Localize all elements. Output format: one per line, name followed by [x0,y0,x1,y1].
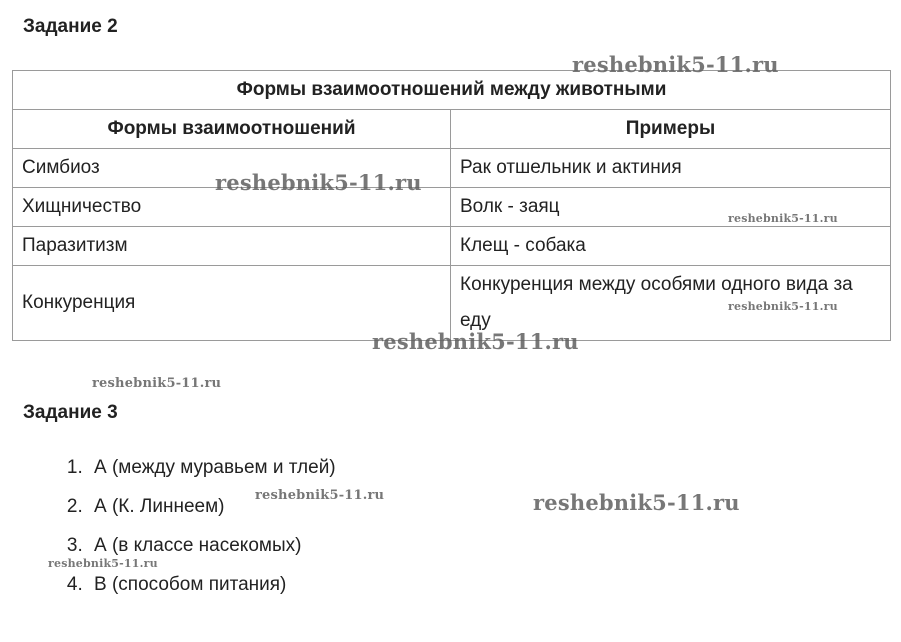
table-cell-form: Симбиоз [13,149,451,188]
table-row [13,188,891,227]
column-header-forms: Формы взаимоотношений [13,110,451,149]
relations-table [12,70,891,341]
watermark: reshebnik5-11.ru [728,212,838,225]
watermark: reshebnik5-11.ru [533,490,740,515]
answer-item: 1. А (между муравьем и тлей) [88,453,336,492]
task2-heading: Задание 2 [23,16,118,37]
table-cell-example: Рак отшельник и актиния [451,149,891,188]
watermark: reshebnik5-11.ru [728,300,838,313]
table-cell-example: Клещ - собака [451,227,891,266]
watermark: reshebnik5-11.ru [215,170,422,195]
table-title: Формы взаимоотношений между животными [13,71,891,110]
table-cell-form: Конкуренция [13,266,451,341]
column-header-examples: Примеры [451,110,891,149]
task3-heading: Задание 3 [23,402,118,423]
table-cell-example: Конкуренция между особями одного вида за еду [451,266,891,341]
answer-item: 3. А (в классе насекомых) [88,531,336,570]
answers-list [40,453,336,609]
table-cell-form: Хищничество [13,188,451,227]
watermark: reshebnik5-11.ru [572,52,779,77]
table-cell-example: Волк - заяц [451,188,891,227]
watermark: reshebnik5-11.ru [372,329,579,354]
table-row [13,266,891,341]
table-header-row [13,110,891,149]
table-title-row [13,71,891,110]
table-cell-form: Паразитизм [13,227,451,266]
answer-item: 4. В (способом питания) [88,570,336,609]
watermark: reshebnik5-11.ru [92,376,222,391]
answer-item: 2. А (К. Линнеем) [88,492,336,531]
watermark: reshebnik5-11.ru [255,488,385,503]
table-row [13,227,891,266]
watermark: reshebnik5-11.ru [48,557,158,570]
table-row [13,149,891,188]
